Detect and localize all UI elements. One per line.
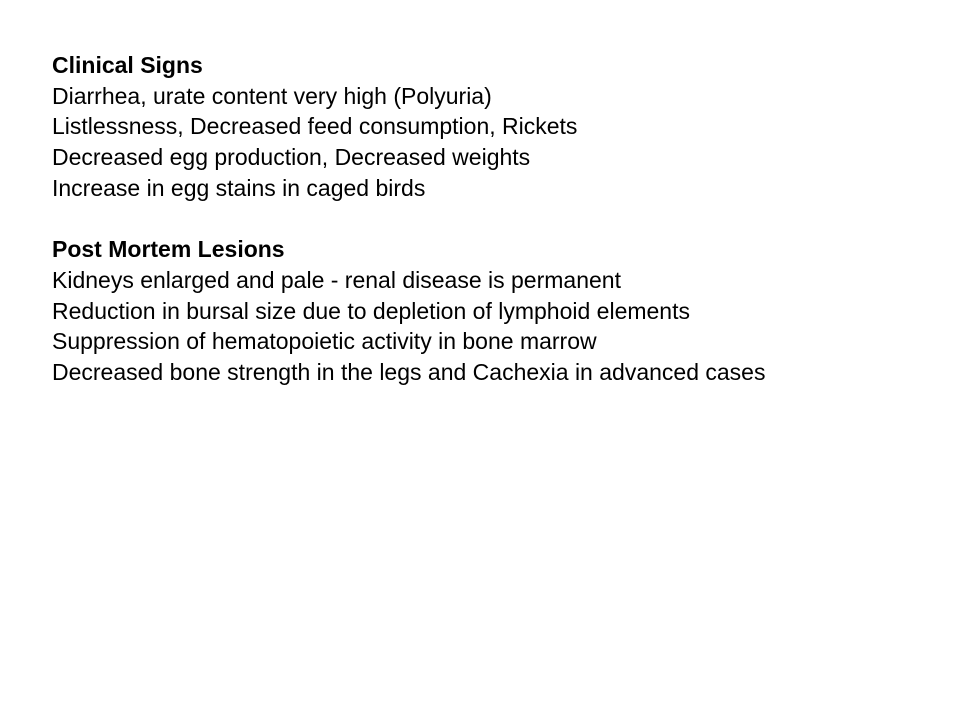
section-post-mortem-lesions: [52, 234, 952, 388]
section-heading: Post Mortem Lesions: [52, 236, 285, 263]
slide-body: [52, 50, 952, 388]
bullet-line: Kidneys enlarged and pale - renal disease is permanent: [52, 266, 621, 293]
bullet-line: Decreased egg production, Decreased weights: [52, 144, 531, 171]
bullet-line: Decreased bone strength in the legs and Cachexia in advanced cases: [52, 359, 766, 386]
bullet-line: Listlessness, Decreased feed consumption, Rickets: [52, 113, 578, 140]
bullet-line: Increase in egg stains in caged birds: [52, 174, 426, 201]
section-spacer: [52, 204, 952, 235]
section-heading: Clinical Signs: [52, 52, 203, 78]
bullet-line: Diarrhea, urate content very high (Polyuria): [52, 82, 492, 109]
bullet-line: Reduction in bursal size due to depletion of lymphoid elements: [52, 297, 690, 324]
bullet-line: Suppression of hematopoietic activity in bone marrow: [52, 328, 597, 355]
section-clinical-signs: [52, 50, 952, 204]
